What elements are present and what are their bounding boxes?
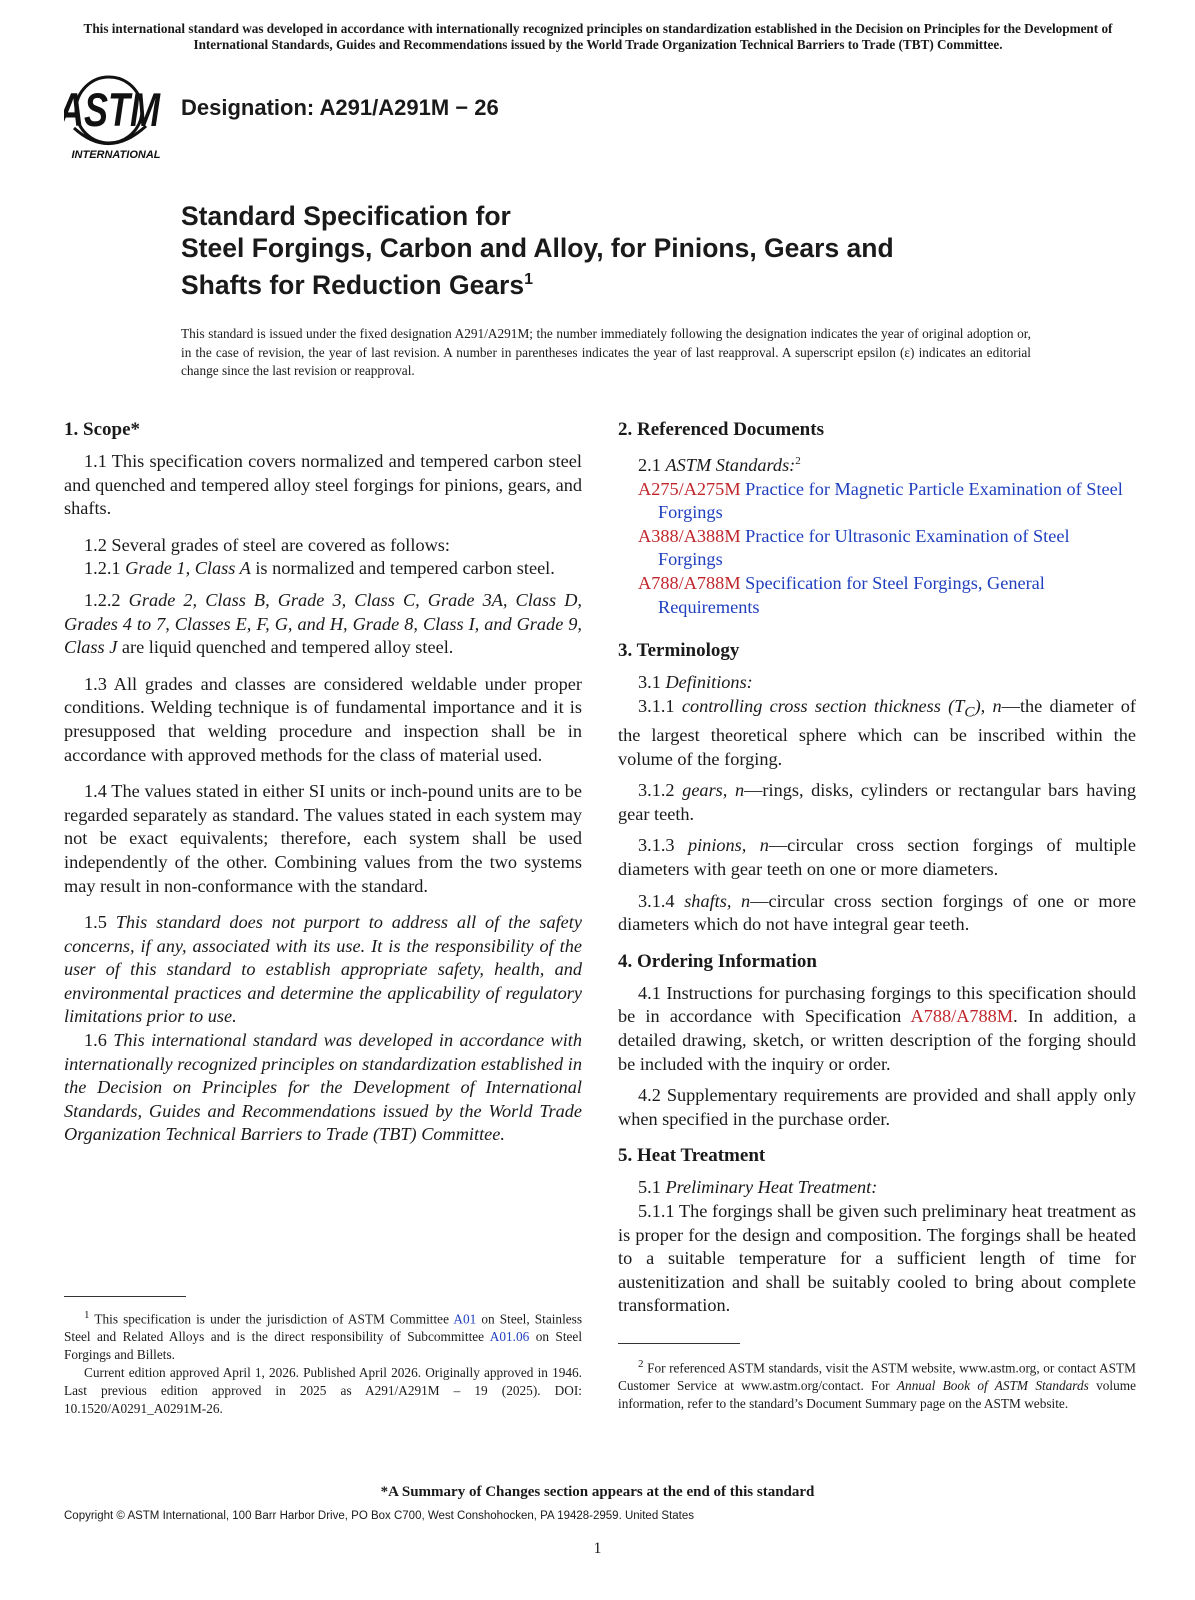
para-5-1-1: 5.1.1 The forgings shall be given such preliminary heat treatment as is proper for the design and composition. The forgings shall be heated to a suitable temperature for a sufficient length of time for austenitization and shall be suitably cooled to bring about complete transformation. — [618, 1201, 1136, 1316]
para-3-1-4: 3.1.4 shafts, n—circular cross section forgings of one or more diameters which do not have integral gear teeth. — [618, 890, 1136, 935]
section-heading-ordering: 4. Ordering Information — [618, 950, 817, 972]
page-number: 1 — [593, 1540, 602, 1557]
section-heading-scope: 1. Scope* — [64, 419, 140, 440]
title-footnote-mark: 1 — [524, 271, 533, 288]
section-heading-referenced-documents: 2. Referenced Documents — [618, 419, 824, 440]
committee-link[interactable]: A01 — [453, 1311, 477, 1327]
para-3-1-3: 3.1.3 pinions, n—circular cross section forgings of multiple diameters with gear teeth on one or more diameters. — [618, 835, 1136, 880]
para-4-1: 4.1 Instructions for purchasing forgings to this specification should be in accordance with Specification A788/A788M. In addition, a detailed drawing, sketch, or written description of the forging should be included with the inquiry or order. — [618, 982, 1137, 1074]
ref-a788[interactable]: A788/A788M Specification for Steel Forgings, General Requirements — [638, 573, 1045, 617]
para-1-2: 1.2 Several grades of steel are covered as follows: — [84, 534, 450, 555]
astm-logo — [64, 70, 166, 166]
designation: Designation: A291/A291M − 26 — [181, 95, 499, 120]
para-4-2: 4.2 Supplementary requirements are provided and shall apply only when specified in the purchase order. — [618, 1085, 1136, 1129]
para-3-1: 3.1 Definitions: — [638, 672, 753, 693]
summary-of-changes-note: *A Summary of Changes section appears at the end of this standard — [380, 1484, 815, 1500]
subcommittee-link[interactable]: A01.06 — [489, 1329, 530, 1345]
para-1-2-2: 1.2.2 Grade 2, Class B, Grade 3, Class C, Grade 3A, Class D, Grades 4 to 7, Classes E, F, G, and H, Grade 8, Class I, and Grade 9, Class J are liquid quenched and tempered alloy steel. — [64, 589, 582, 658]
section-heading-terminology: 3. Terminology — [618, 640, 740, 662]
top-notice: This international standard was developed in accordance with internationally recognized principles on standardization established in the Decision on Principles for the Development of International Standards, Guides and Recommendations issued by the World Trade Organization Technical Barriers to Trade (TBT) Committee. — [83, 21, 1113, 52]
para-1-2-1: 1.2.1 Grade 1, Class A is normalized and tempered carbon steel. — [84, 558, 555, 579]
ref-a275[interactable]: A275/A275M Practice for Magnetic Particle Examination of Steel Forgings — [638, 478, 1123, 523]
footnote-2-para: $^2$ For referenced ASTM standards, visit the ASTM website, www.astm.org, or contact ASTM Customer Service at www.astm.org/contact. For Annual Book of ASTM Standards volume information, refer to the standard’s Document Summary page on the ASTM website. — [618, 1358, 1137, 1412]
footnote-rule-left — [64, 1296, 186, 1297]
footnote-1-para: $^1$ This specification is under the jurisdiction of ASTM Committee A01 on Steel, Stainless Steel and Related Alloys and is the direct responsibility of Subcommittee A01.06 on Steel Forgings and Billets. — [64, 1309, 583, 1363]
section-heading-heat-treatment: 5. Heat Treatment — [618, 1145, 766, 1167]
para-1-5: 1.5 This standard does not purport to address all of the safety concerns, if any, associated with its use. It is the responsibility of the user of this standard to establish appropriate safety, health, and environmental practices and determine the applicability of regulatory limitations prior to use. — [64, 912, 582, 1027]
para-1-4: 1.4 The values stated in either SI units or inch-pound units are to be regarded separately as standard. The values stated in each system may not be exact equivalents; therefore, each system shall be used independently of the other. Combining values from the two systems may result in non-conformance with the standard. — [64, 781, 582, 896]
footnote-1-edition: Current edition approved April 1, 2026. Published April 2026. Originally approved in 1946. Last previous edition approved in 2025 as A291/A291M – 19 (2025). DOI: 10.1520/A0291_A0291M-26. — [64, 1365, 582, 1417]
logo-letters: ASTM — [64, 83, 160, 136]
footnote-rule-right — [618, 1343, 740, 1344]
title-line-2: Steel Forgings, Carbon and Alloy, for Pinions, Gears and — [181, 233, 894, 263]
para-2-1: 2.1 ASTM Standards:$^2$ — [638, 455, 801, 476]
ref-a388[interactable]: A388/A388M Practice for Ultrasonic Examination of Steel Forgings — [638, 525, 1070, 570]
footnote-2 — [618, 1355, 1136, 1413]
title-line-3: Shafts for Reduction Gears$^1$ — [181, 269, 533, 300]
issuance-statement: This standard is issued under the fixed designation A291/A291M; the number immediately following the designation indicates the year of original adoption or, in the case of revision, the year of last revision. A number in parentheses indicates the year of last reapproval. A superscript epsilon (ε) indicates an editorial change since the last revision or reapproval. — [181, 326, 1031, 378]
left-column — [64, 418, 582, 1155]
para-1-6: 1.6 This international standard was developed in accordance with internationally recognized principles on standardization established in the Decision on Principles for the Development of International Standards, Guides and Recommendations issued by the World Trade Organization Technical Barriers to Trade (TBT) Committee. — [64, 1030, 582, 1145]
para-1-3: 1.3 All grades and classes are considered weldable under proper conditions. Welding technique is of fundamental importance and it is presupposed that welding procedure and inspection shall be in accordance with approved methods for the class of material used. — [64, 673, 582, 765]
document-title — [181, 200, 1061, 301]
right-column — [618, 418, 1136, 1326]
para-5-1: 5.1 Preliminary Heat Treatment: — [638, 1177, 878, 1198]
logo-word: INTERNATIONAL — [71, 149, 161, 161]
para-3-1-1: 3.1.1 controlling cross section thickness $(T_C)$, n—the diameter of the largest theoretical sphere which can be inscribed within the volume of the forging. — [618, 695, 1136, 769]
para-3-1-2: 3.1.2 gears, n—rings, disks, cylinders or rectangular bars having gear teeth. — [618, 780, 1136, 824]
a788-link[interactable]: A788/A788M — [910, 1006, 1014, 1027]
title-line-1: Standard Specification for — [181, 201, 511, 231]
copyright: Copyright © ASTM International, 100 Barr Harbor Drive, PO Box C700, West Conshohocken, PA 19428-2959. United States — [64, 1510, 695, 1522]
footnote-1 — [64, 1306, 582, 1418]
para-1-1: 1.1 This specification covers normalized and tempered carbon steel and quenched and tempered alloy steel forgings for pinions, gears, and shafts. — [64, 451, 582, 519]
